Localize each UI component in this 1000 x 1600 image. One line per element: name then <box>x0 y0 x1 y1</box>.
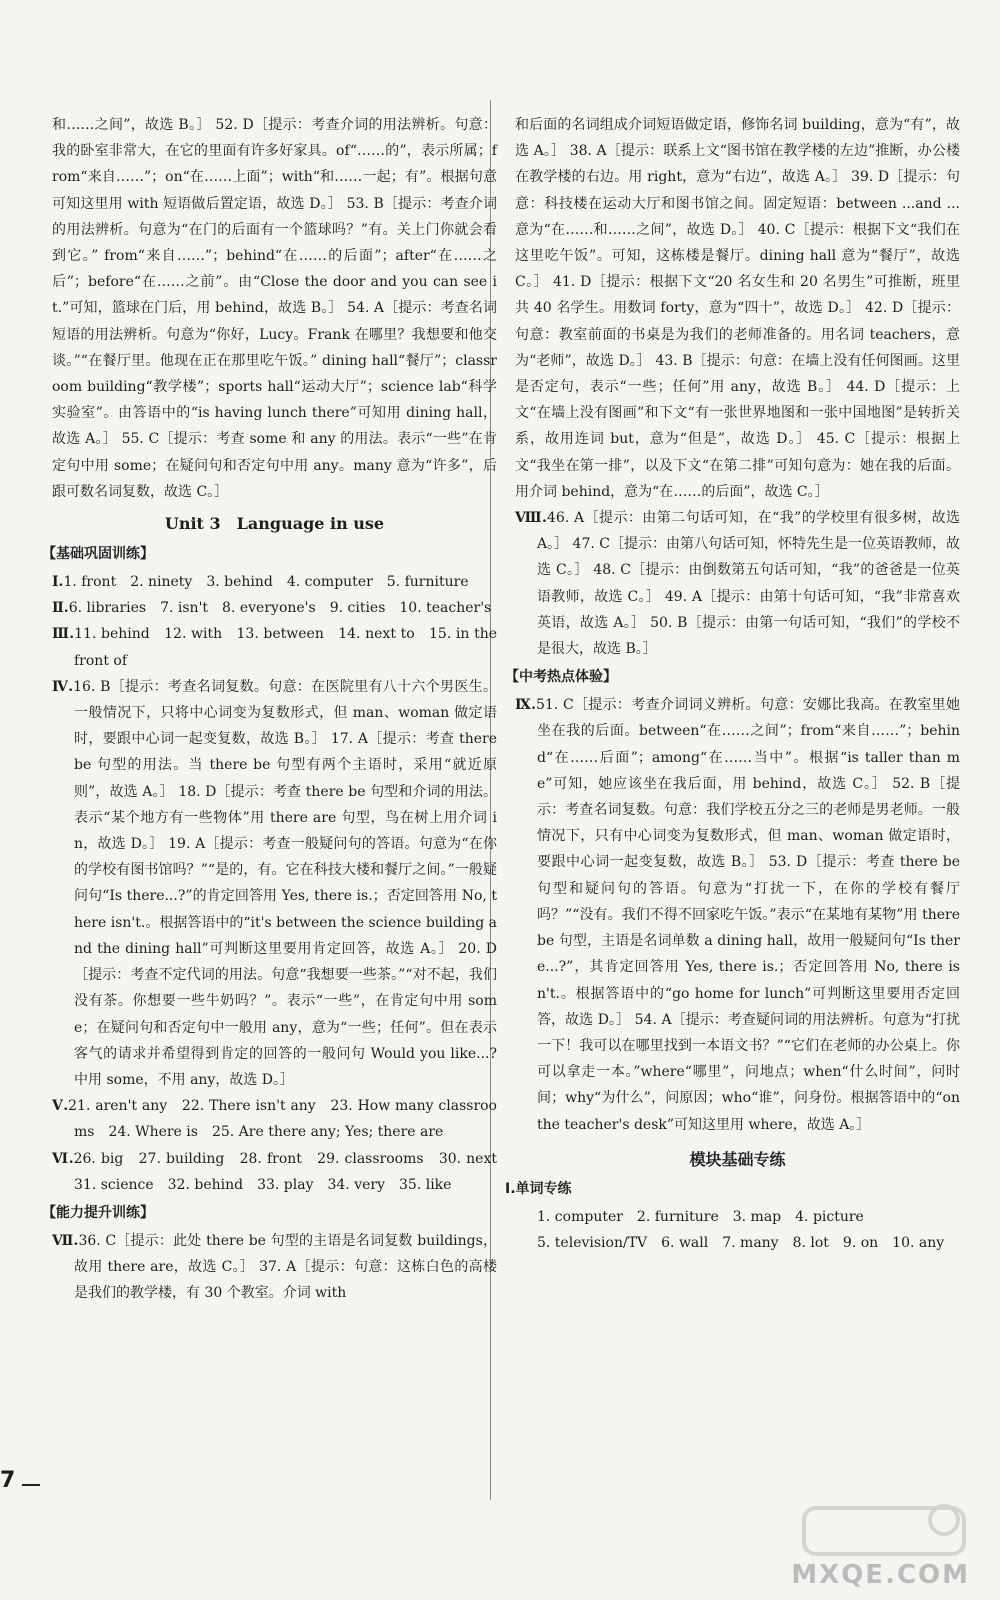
answer-paragraph: 和……之间”，故选 B。］ 52. D［提示：考查介词的用法辨析。句意：我的卧室非常大，在它的里面有许多好家具。of“……的”，表示所属；from“来自……”；on“在……上面”；with“和……一起；有”。根据句意可知这里用 with 短语做后置定语，故选 D。］ 53. B［提示：考查介词的用法辨析。句意为“在门的后面有一个篮球吗？”有。关上门你就会看到它。” from“来自……”；behind“在……的后面”；after“在……之后”；before“在……之前”。由“Close the door and you can see it.”可知，篮球在门后，用 behind，故选 B。］ 54. A［提示：考查名词短语的用法辨析。句意为“你好，Lucy。Frank 在哪里？我想要和他交谈。”“在餐厅里。他现在正在那里吃午饭。” dining hall“餐厅”；classroom building“教学楼”；sports hall“运动大厅”；science lab“科学实验室”。由答语中的“is having lunch there”可知用 dining hall，故选 A。］ 55. C［提示：考查 some 和 any 的用法。表示“一些”在肯定句中用 some；在疑问句和否定句中用 any。many 意为“许多”，后跟可数名词复数，故选 C。］ <box>52 117 497 500</box>
row-answers: 1. front 2. ninety 3. behind 4. computer 5. furniture <box>63 574 469 591</box>
answer-row <box>515 692 960 1137</box>
row-answers: 51. C［提示：考查介词词义辨析。句意：安娜比我高。在教室里她坐在我的后面。between“在……之间”；from“来自……”；behind“在……后面”；among“在……当中”。根据“is taller than me”可知，她应该坐在我后面，用 behind，故选 C。］ 52. B［提示：考查名词复数。句意：我们学校五分之三的老师是男老师。一般情况下，只有中心词变为复数形式，但 man、woman 做定语时，要跟中心词一起变复数，故选 B。］ 53. D［提示：考查 there be 句型和疑问句的答语。句意为“打扰一下，在你的学校有餐厅吗？”“没有。我们不得不回家吃午饭。”表示“在某地有某物”用 there be 句型，主语是名词单数 a dining hall，故用一般疑问句“Is there...?”，其肯定回答用 Yes, there is.；否定回答用 No, there isn't.。根据答语中的“go home for lunch”可判断这里要用否定回答，故选 D。］ 54. A［提示：考查疑问词的用法辨析。句意为“打扰一下！我可以在哪里找到一本语文书？”“它们在老师的办公桌上。你可以拿走一本。”where“哪里”，问地点；when“什么时间”，问时间；why“为什么”，问原因；who“谁”，问身份。根据答语中的“on the teacher's desk”可知这里用 where，故选 A。］ <box>535 697 960 1133</box>
section-label-exam: 【中考热点体验】 <box>505 669 617 686</box>
left-column <box>42 112 511 1307</box>
row-number: Ⅵ. <box>52 1150 74 1167</box>
row-number: Ⅴ. <box>52 1098 69 1115</box>
row-number: Ⅱ. <box>52 600 69 617</box>
answer-row <box>52 595 497 621</box>
row-number: Ⅸ. <box>515 697 536 714</box>
answer-row <box>52 674 497 1093</box>
unit-title: Unit 3 Language in use <box>164 514 385 534</box>
row-number: Ⅶ. <box>52 1232 79 1249</box>
row-answers: 16. B［提示：考查名词复数。句意：在医院里有八十六个男医生。一般情况下，只将中心词变为复数形式，但 man、woman 做定语时，要跟中心词一起变复数，故选 B。］ 17. A［提示：考查 there be 句型的用法。当 there be 句型有两个主语时，采用“就近原则”，故选 A。］ 18. D［提示：考查 there be 句型和介词的用法。表示“某个地方有一些物体”用 there are 句型，鸟在树上用介词 in，故选 D。］ 19. A［提示：考查一般疑问句的答语。句意为“在你的学校有图书馆吗？”“是的，有。它在科技大楼和餐厅之间。”一般疑问句“Is there...?”的肯定回答用 Yes, there is.；否定回答用 No, there isn't.。根据答语中的“it's between the science building and the dining hall”可判断这里要用肯定回答，故选 A。］ 20. D［提示：考查不定代词的用法。句意“我想要一些茶。”“对不起，我们没有茶。你想要一些牛奶吗？”。表示“一些”，在肯定句中用 some；在疑问句和否定句中一般用 any，意为“一些；任何”。但在表示客气的请求并希望得到肯定的回答的一般问句 Would you like...? 中用 some，不用 any，故选 D。］ <box>73 678 497 1088</box>
section-label-improve: 【能力提升训练】 <box>42 1204 154 1221</box>
row-answers: 36. C［提示：此处 there be 句型的主语是名词复数 buildings，故用 there are，故选 C。］ 37. A［提示：句意：这栋白色的高楼是我们的教学楼，有 30 个教室。介词 with <box>74 1232 497 1302</box>
word-answers-line: 5. television/TV 6. wall 7. many 8. lot 9. on 10. any <box>537 1234 945 1251</box>
answer-paragraph: 和后面的名词组成介词短语做定语，修饰名词 building，意为“有”，故选 A。］ 38. A［提示：联系上文“图书馆在教学楼的左边”推断，办公楼在教学楼的右边。用 right，意为“右边”，故选 A。］ 39. D［提示：句意：科技楼在运动大厅和图书馆之间。固定短语：between ...and ... 意为“在……和……之间”，故选 D。］ 40. C［提示：根据下文“我们在这里吃午饭”。可知，这栋楼是餐厅。dining hall 意为“餐厅”，故选 C。］ 41. D［提示：根据下文“20 名女生和 20 名男生”可推断，班里共 40 名学生。用数词 forty，意为“四十”，故选 D。］ 42. D［提示：句意：教室前面的书桌是为我们的老师准备的。用名词 teachers，意为“老师”，故选 D。］ 43. B［提示：句意：在墙上没有任何图画。这里是否定句，表示“一些；任何”用 any，故选 B。］ 44. D［提示：上文“在墙上没有图画”和下文“有一张世界地图和一张中国地图”是转折关系，故用连词 but，意为“但是”，故选 D。］ 45. C［提示：根据上文“我坐在第一排”，以及下文“在第二排”可知句意为：她在我的后面。用介词 behind，意为“在……的后面”，故选 C。］ <box>515 117 960 500</box>
word-answers-line: 1. computer 2. furniture 3. map 4. picture <box>537 1208 864 1225</box>
answer-row <box>52 621 497 673</box>
section-label-text: 单词专练 <box>515 1180 572 1197</box>
row-answers: 26. big 27. building 28. front 29. classrooms 30. next 31. science 32. behind 33. play 34. very 35. like <box>73 1150 511 1193</box>
row-number: Ⅷ. <box>515 510 547 527</box>
module-title: 模块基础专练 <box>689 1149 786 1169</box>
answer-row <box>52 1146 511 1198</box>
row-number: Ⅰ. <box>505 1180 516 1197</box>
watermark-text: MXQE.COM <box>791 1560 970 1590</box>
row-number: Ⅳ. <box>52 678 74 695</box>
right-column <box>505 112 960 1256</box>
row-answers: 6. libraries 7. isn't 8. everyone's 9. cities 10. teacher's <box>68 600 492 617</box>
page-number-dash <box>22 1484 40 1486</box>
row-answers: 21. aren't any 22. There isn't any 23. How many classrooms 24. Where is 25. Are there any; Yes; there are <box>68 1098 497 1141</box>
answer-row <box>52 569 497 595</box>
row-number: Ⅰ. <box>52 574 64 591</box>
row-answers: 11. behind 12. with 13. between 14. next to 15. in the front of <box>74 626 497 669</box>
answer-row <box>52 1093 497 1145</box>
row-number: Ⅲ. <box>52 626 75 643</box>
section-label-basic: 【基础巩固训练】 <box>42 546 154 563</box>
row-answers: 46. A［提示：由第二句话可知，在“我”的学校里有很多树，故选 A。］ 47. C［提示：由第八句话可知，怀特先生是一位英语教师，故选 C。］ 48. C［提示：由倒数第五句话可知，“我”的爸爸是一位英语教师，故选 C。］ 49. A［提示：由第十句话可知，“我”非常喜欢英语，故选 A。］ 50. B［提示：由第一句话可知，“我们”的学校不是很大，故选 B。］ <box>537 510 960 658</box>
answer-row <box>515 505 960 662</box>
answer-row <box>52 1228 497 1307</box>
section-label-words <box>505 1176 960 1202</box>
page-number: 7 <box>0 1468 16 1493</box>
